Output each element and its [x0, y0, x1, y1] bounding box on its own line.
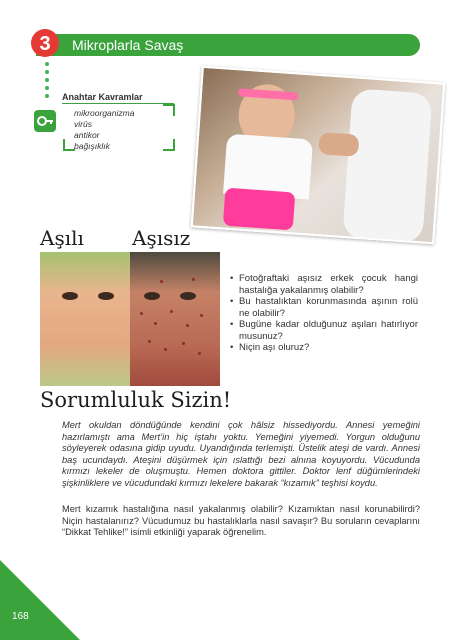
key-concept-item: antikor [74, 130, 100, 140]
key-icon [34, 110, 56, 132]
responsibility-slogan: Sorumluluk Sizin! [40, 388, 232, 412]
question-item: • Bugüne kadar olduğunuz aşıları hatırlıyor musunuz? [230, 319, 418, 342]
question-item: • Fotoğraftaki aşısız erkek çocuk hangi hastalığa yakalanmış olabilir? [230, 273, 418, 296]
key-concepts-heading: Anahtar Kavramlar [62, 92, 143, 102]
chapter-title: Mikroplarla Savaş [72, 37, 184, 53]
key-concept-item: bağışıklık [74, 141, 110, 151]
key-concept-item: virüs [74, 119, 92, 129]
page-number: 168 [12, 611, 29, 622]
vaccinated-boy-face [40, 252, 130, 386]
story-paragraph: Mert okuldan döndüğünde kendini çok hâlsiz hissediyordu. Annesi yemeğini hazırlamıştı ama Mert’in hiç iştahı yoktu. Yemeğini yiyemedi. Yorgun olduğunu söyleyerek odasına gidip uyudu. Uyandığında terlemişti. Üstelik ateşi de vardı. Annesi baş ucundaydı. Ateşini düşürmek için ıslattığı bezi alnına koyuyordu. Vücudunda kırmızı lekeler de oluşmuştu. Hemen doktora gittiler. Doktor lenf düğümlerindeki şişkinliklere ve vücudundaki kırmızı lekelere bakarak “kızamık” teşhisi koydu. [62, 420, 420, 488]
key-concept-item: mikroorganizma [74, 108, 135, 118]
bracket-decoration [163, 104, 175, 116]
bracket-decoration [163, 139, 175, 151]
unvaccinated-label: Aşısız [132, 226, 191, 250]
boy-comparison-image [40, 252, 220, 386]
question-item: • Niçin aşı oluruz? [230, 342, 418, 354]
question-list [230, 273, 418, 354]
unvaccinated-boy-face [130, 252, 220, 386]
key-concepts-rule [62, 103, 174, 104]
vaccinated-label: Aşılı [40, 226, 84, 250]
question-item: • Bu hastalıktan korunmasında aşının rolü ne olabilir? [230, 296, 418, 319]
svg-text:3: 3 [39, 33, 51, 55]
vaccination-photo [191, 66, 446, 245]
decorative-dots [44, 62, 50, 102]
key-concepts-list [74, 108, 134, 152]
intro-paragraph: Mert kızamık hastalığına nasıl yakalanmış olabilir? Kızamıktan nasıl korunabilirdi? Niçin hastalanırız? Vücudumuz bu hastalıklarla nasıl savaşır? Bu soruların cevaplarını “Dikkat Tehlike!” isimli etkinliği yaparak öğrenelim. [62, 504, 420, 537]
chapter-number-badge [30, 26, 60, 60]
page-corner-decoration [0, 560, 80, 640]
